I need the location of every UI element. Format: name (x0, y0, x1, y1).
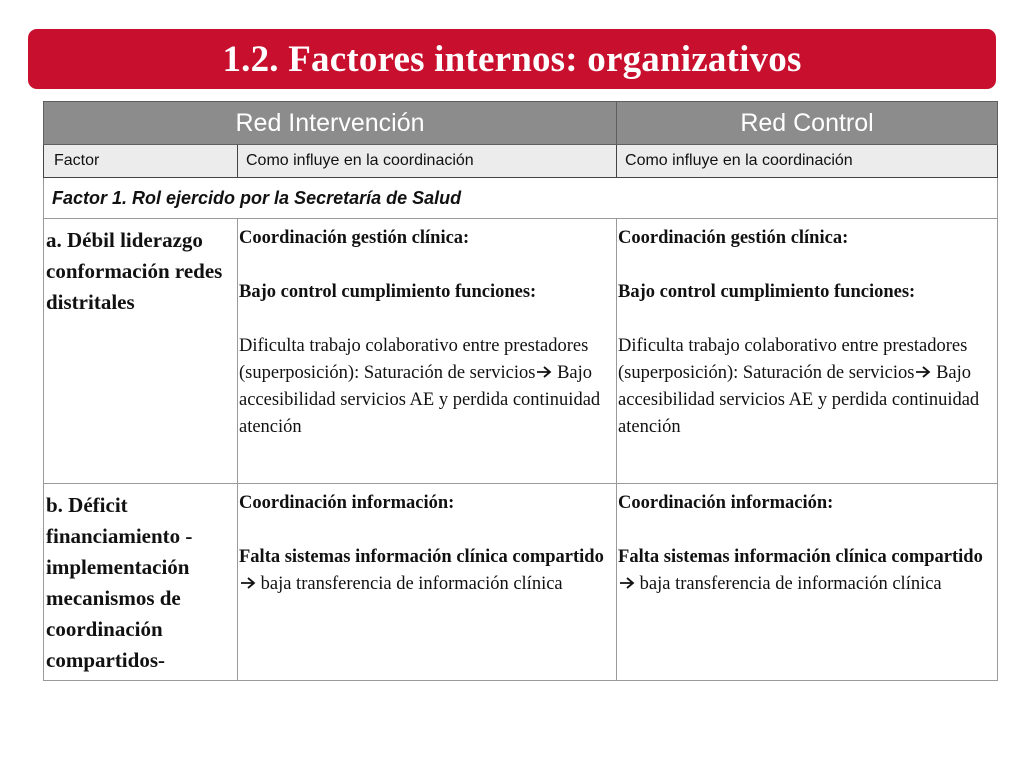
arrow-right-icon (915, 365, 931, 379)
row-a-intervencion-heading: Coordinación gestión clínica: (239, 228, 470, 248)
row-b-label: b. Déficit financiamiento - implementación mecanismos de coordinación compartidos- (44, 484, 238, 681)
header-red-intervencion: Red Intervención (44, 102, 617, 145)
subheader-factor: Factor (44, 145, 238, 178)
row-a-control-heading: Coordinación gestión clínica: (618, 228, 849, 248)
subheader-row (44, 145, 998, 178)
arrow-right-icon (619, 576, 635, 590)
arrow-right-icon (240, 576, 256, 590)
row-a-intervencion-cell (238, 219, 617, 484)
row-b-intervencion-heading: Coordinación información: (239, 493, 455, 513)
subheader-como-influye-intervencion: Como influye en la coordinación (238, 145, 617, 178)
table-row (44, 219, 998, 484)
row-b-intervencion-cell (238, 484, 617, 681)
header-red-control: Red Control (617, 102, 998, 145)
row-b-intervencion-text-b: baja transferencia de información clínica (256, 574, 563, 594)
page-title: 1.2. Factores internos: organizativos (222, 38, 802, 80)
row-b-control-cell (617, 484, 998, 681)
title-bar (28, 29, 996, 89)
row-a-control-text-a: Dificulta trabajo colaborativo entre prestadores (superposición): Saturación de servicios (618, 336, 968, 383)
factors-table (43, 101, 998, 681)
row-a-control-text (618, 333, 995, 441)
row-a-label: a. Débil liderazgo conformación redes distritales (44, 219, 238, 484)
row-a-intervencion-text-b: Bajo accesibilidad servicios AE y perdida continuidad atención (239, 363, 601, 437)
factor-1-row (44, 178, 998, 219)
row-b-control-heading: Coordinación información: (618, 493, 834, 513)
factor-1-title: Factor 1. Rol ejercido por la Secretaría de Salud (44, 178, 998, 219)
header-row (44, 102, 998, 145)
row-a-intervencion-subheading: Bajo control cumplimiento funciones: (239, 282, 537, 302)
row-a-intervencion-text-a: Dificulta trabajo colaborativo entre prestadores (superposición): Saturación de servicios (239, 336, 589, 383)
row-a-control-subheading: Bajo control cumplimiento funciones: (618, 282, 916, 302)
row-b-control-bold: Falta sistemas información clínica compartido (618, 547, 983, 567)
row-b-intervencion-bold: Falta sistemas información clínica compartido (239, 547, 604, 567)
subheader-como-influye-control: Como influye en la coordinación (617, 145, 998, 178)
row-b-control-text-b: baja transferencia de información clínica (635, 574, 942, 594)
row-a-intervencion-text (239, 333, 614, 441)
row-a-control-cell (617, 219, 998, 484)
arrow-right-icon (536, 365, 552, 379)
row-b-intervencion-text (239, 544, 614, 598)
row-a-control-text-b: Bajo accesibilidad servicios AE y perdida continuidad atención (618, 363, 980, 437)
table-row (44, 484, 998, 681)
row-b-control-text (618, 544, 995, 598)
